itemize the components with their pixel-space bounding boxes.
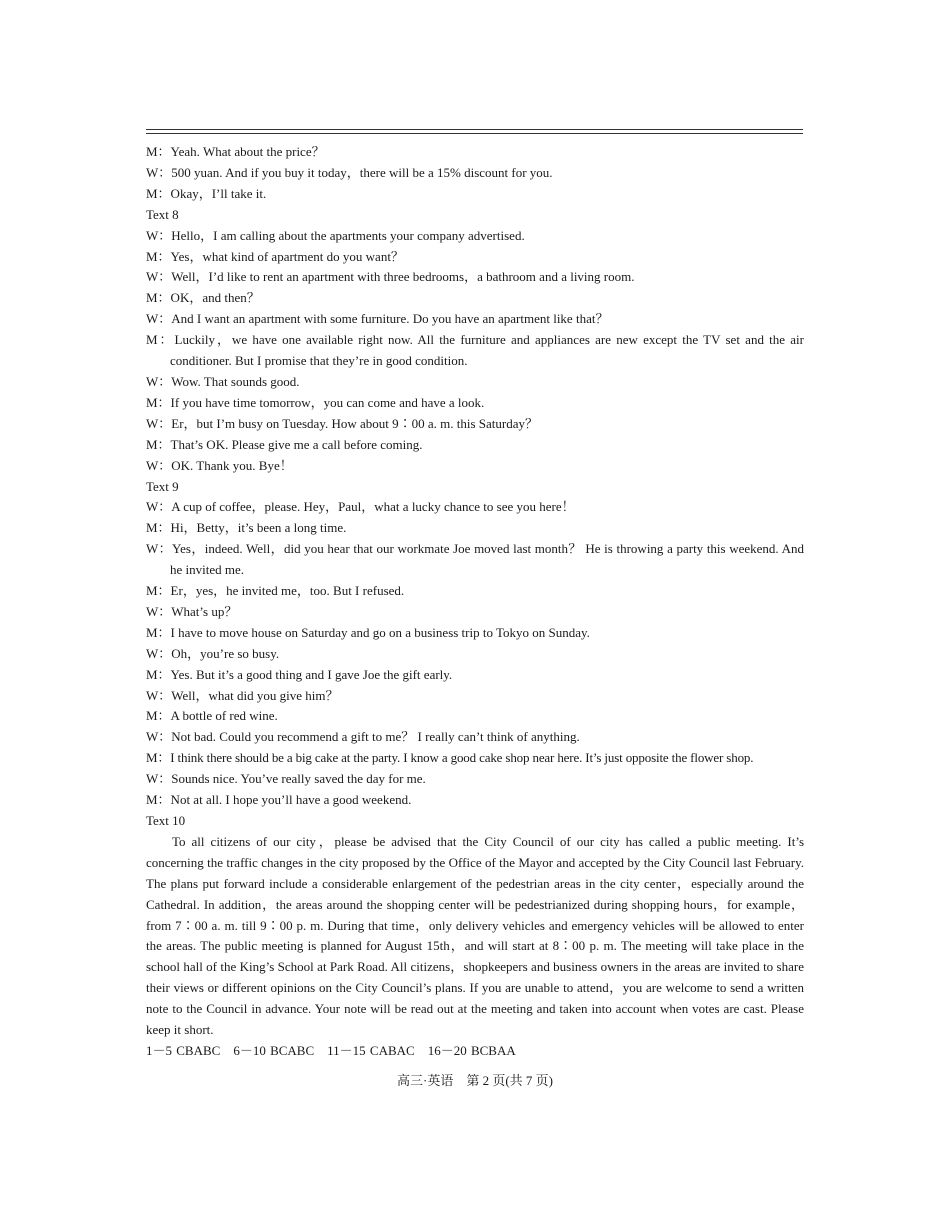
dialogue-line: M：Yes. But it’s a good thing and I gave Joe the gift early. [146,666,453,682]
dialogue-line: W：Well，I’d like to rent an apartment with three bedrooms，a bathroom and a living room. [146,269,635,285]
dialogue-line: M：Hi，Betty，it’s been a long time. [146,520,347,536]
dialogue-line: W：Well，what did you give him？ [146,687,339,703]
text9-heading: Text 9 [146,478,179,494]
dialogue-line: M：Yes，what kind of apartment do you want？ [146,248,404,264]
text8-heading: Text 8 [146,206,179,222]
dialogue-line: W：A cup of coffee，please. Hey，Paul，what a lucky chance to see you here！ [146,499,575,515]
dialogue-line: M：Yeah. What about the price？ [146,144,325,159]
dialogue-line: M：Not at all. I hope you’ll have a good weekend. [146,792,412,808]
dialogue-line: W：500 yuan. And if you buy it today，there will be a 15% discount for you. [146,164,553,180]
dialogue-line: M：I have to move house on Saturday and go on a business trip to Tokyo on Sunday. [146,624,590,640]
dialogue-line: M：If you have time tomorrow，you can come and have a look. [146,394,485,410]
dialogue-line: W：OK. Thank you. Bye！ [146,457,293,473]
page-footer: 高三·英语 第 2 页(共 7 页) [397,1073,553,1088]
dialogue-line: W：Oh，you’re so busy. [146,645,280,661]
dialogue-line: M：Okay，I’ll take it. [146,185,267,201]
dialogue-line: W：Yes，indeed. Well，did you hear that our workmate Joe moved last month？ He is throwing a party this weekend. And he invited me. [146,541,804,578]
dialogue-line: W：Er，but I’m busy on Tuesday. How about 9∶00 a. m. this Saturday？ [146,415,539,431]
dialogue-line: W：And I want an apartment with some furniture. Do you have an apartment like that？ [146,311,609,327]
dialogue-line: M：OK，and then？ [146,290,260,306]
answer-key: 1－5 CBABC 6－10 BCABC 11－15 CABAC 16－20 BCBAA [146,1042,516,1058]
dialogue-line: W：What’s up？ [146,603,238,619]
dialogue-line: W：Not bad. Could you recommend a gift to me？ I really can’t think of anything. [146,729,580,745]
dialogue-line: W：Wow. That sounds good. [146,373,300,389]
page-content [146,142,804,1062]
text10-heading: Text 10 [146,813,186,828]
header-double-rule [146,129,803,134]
dialogue-line: M：A bottle of red wine. [146,708,278,724]
dialogue-line: M：Luckily，we have one available right now. All the furniture and appliances are new except the TV set and the air conditioner. But I promise that they’re in good condition. [146,332,804,369]
text10-paragraph: To all citizens of our city，please be advised that the City Council of our city has called a public meeting. It’s concerning the traffic changes in the city proposed by the Office of the Mayor and accepted by the City Council last February. The plans put forward include a considerable enlargement of the pedestrian areas in the city center，especially around the Cathedral. In addition，the areas around the shopping center will be pedestrianized during shopping hours，for example，from 7∶00 a. m. till 9∶00 p. m. During that time，only delivery vehicles and emergency vehicles will be allowed to enter the areas. The public meeting is planned for August 15th，and will start at 8∶00 p. m. The meeting will take place in the school hall of the King’s School at Park Road. All citizens，shopkeepers and business owners in the areas are invited to share their views or different opinions on the City Council’s plans. If you are unable to attend，you are welcome to send a written note to the Council in advance. Your note will be read out at the meeting and taken into account when votes are cast. Please keep it short. [146,833,804,1038]
dialogue-line: M：I think there should be a big cake at the party. I know a good cake shop near here. It’s just opposite the flower shop. [146,750,754,766]
dialogue-line: M：That’s OK. Please give me a call before coming. [146,436,423,452]
dialogue-line: W：Hello，I am calling about the apartments your company advertised. [146,227,525,243]
dialogue-line: M：Er，yes，he invited me，too. But I refused. [146,583,405,599]
dialogue-line: W：Sounds nice. You’ve really saved the day for me. [146,771,426,787]
